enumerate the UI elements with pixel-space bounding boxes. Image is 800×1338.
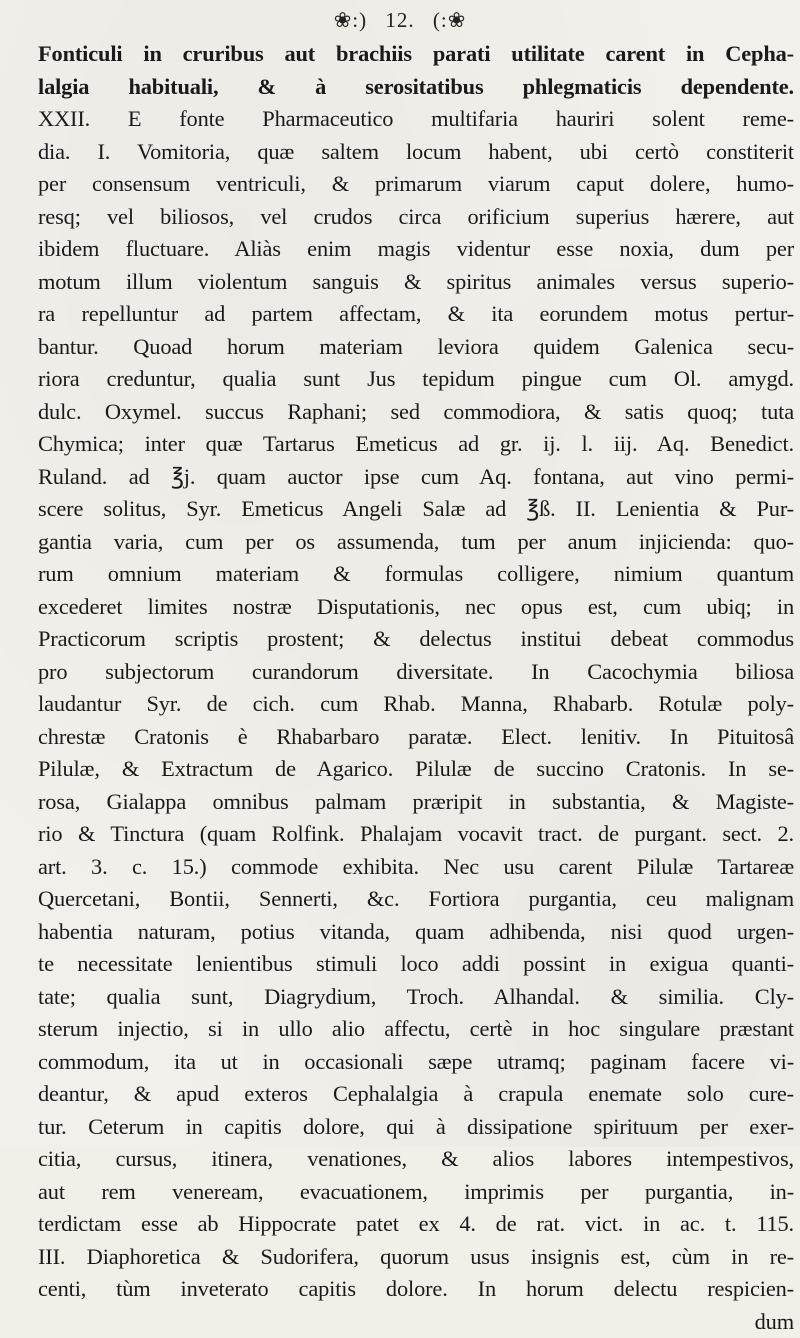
text-line: dulc. Oxymel. succus Raphani; sed commodiora, & satis quoq; tuta xyxy=(38,396,794,429)
text-line: lalgia habituali, & à serositatibus phlegmaticis dependente. xyxy=(38,71,794,104)
text-line: scere solitus, Syr. Emeticus Angeli Salæ ad ℥ß. II. Lenientia & Pur- xyxy=(38,493,794,526)
page-number: 12. xyxy=(385,6,414,34)
text-line: chrestæ Cratonis è Rhabarbaro paratæ. Elect. lenitiv. In Pituitosâ xyxy=(38,721,794,754)
right-ornament: (:❀ xyxy=(433,6,466,34)
text-line: excederet limites nostræ Disputationis, nec opus est, cum ubiq; in xyxy=(38,591,794,624)
text-line: deantur, & apud exteros Cephalalgia à crapula enemate solo cure- xyxy=(38,1078,794,1111)
text-line: dia. I. Vomitoria, quæ saltem locum habent, ubi certò constiterit xyxy=(38,136,794,169)
text-line: laudantur Syr. de cich. cum Rhab. Manna, Rhabarb. Rotulæ poly- xyxy=(38,688,794,721)
text-line: dum xyxy=(38,1306,794,1338)
text-line: citia, cursus, itinera, venationes, & alios labores intempestivos, xyxy=(38,1143,794,1176)
left-ornament: ❀:) xyxy=(334,6,367,34)
text-line: terdictam esse ab Hippocrate patet ex 4. de rat. vict. in ac. t. 115. xyxy=(38,1208,794,1241)
text-line: tur. Ceterum in capitis dolore, qui à dissipatione spirituum per exer- xyxy=(38,1111,794,1144)
text-line: Chymica; inter quæ Tartarus Emeticus ad gr. ij. l. iij. Aq. Benedict. xyxy=(38,428,794,461)
body-text xyxy=(38,38,794,1338)
text-line: art. 3. c. 15.) commode exhibita. Nec usu carent Pilulæ Tartareæ xyxy=(38,851,794,884)
text-line: III. Diaphoretica & Sudorifera, quorum usus insignis est, cùm in re- xyxy=(38,1241,794,1274)
text-line: Ruland. ad ℥j. quam auctor ipse cum Aq. fontana, aut vino permi- xyxy=(38,461,794,494)
text-line: te necessitate lenientibus stimuli loco addi possint in exigua quanti- xyxy=(38,948,794,981)
text-line: sterum injectio, si in ullo alio affectu, certè in hoc singulare præstant xyxy=(38,1013,794,1046)
text-line: centi, tùm inveterato capitis dolore. In horum delectu respicien- xyxy=(38,1273,794,1306)
text-line: Quercetani, Bontii, Sennerti, &c. Fortiora purgantia, ceu malignam xyxy=(38,883,794,916)
text-line: habentia naturam, potius vitanda, quam adhibenda, nisi quod urgen- xyxy=(38,916,794,949)
page-header xyxy=(0,6,800,34)
text-line: motum illum violentum sanguis & spiritus animales versus superio- xyxy=(38,266,794,299)
text-line: Fonticuli in cruribus aut brachiis parati utilitate carent in Cepha- xyxy=(38,38,794,71)
text-line: ibidem fluctuare. Aliàs enim magis videntur esse noxia, dum per xyxy=(38,233,794,266)
text-line: resq; vel biliosos, vel crudos circa orificium superius hærere, aut xyxy=(38,201,794,234)
text-line: rio & Tinctura (quam Rolfink. Phalajam vocavit tract. de purgant. sect. 2. xyxy=(38,818,794,851)
text-line: aut rem veneream, evacuationem, imprimis per purgantia, in- xyxy=(38,1176,794,1209)
text-line: XXII. E fonte Pharmaceutico multifaria hauriri solent reme- xyxy=(38,103,794,136)
text-line: per consensum ventriculi, & primarum viarum caput dolere, humo- xyxy=(38,168,794,201)
text-line: tate; qualia sunt, Diagrydium, Troch. Alhandal. & similia. Cly- xyxy=(38,981,794,1014)
text-line: commodum, ita ut in occasionali sæpe utramq; paginam facere vi- xyxy=(38,1046,794,1079)
text-line: pro subjectorum curandorum diversitate. In Cacochymia biliosa xyxy=(38,656,794,689)
text-line: gantia varia, cum per os assumenda, tum per anum injicienda: quo- xyxy=(38,526,794,559)
text-line: ra repelluntur ad partem affectam, & ita eorundem motus pertur- xyxy=(38,298,794,331)
text-line: riora creduntur, qualia sunt Jus tepidum pingue cum Ol. amygd. xyxy=(38,363,794,396)
text-line: Practicorum scriptis prostent; & delectus institui debeat commodus xyxy=(38,623,794,656)
text-line: Pilulæ, & Extractum de Agarico. Pilulæ de succino Cratonis. In se- xyxy=(38,753,794,786)
text-line: bantur. Quoad horum materiam leviora quidem Galenica secu- xyxy=(38,331,794,364)
text-line: rum omnium materiam & formulas colligere, nimium quantum xyxy=(38,558,794,591)
text-line: rosa, Gialappa omnibus palmam præripit in substantia, & Magiste- xyxy=(38,786,794,819)
